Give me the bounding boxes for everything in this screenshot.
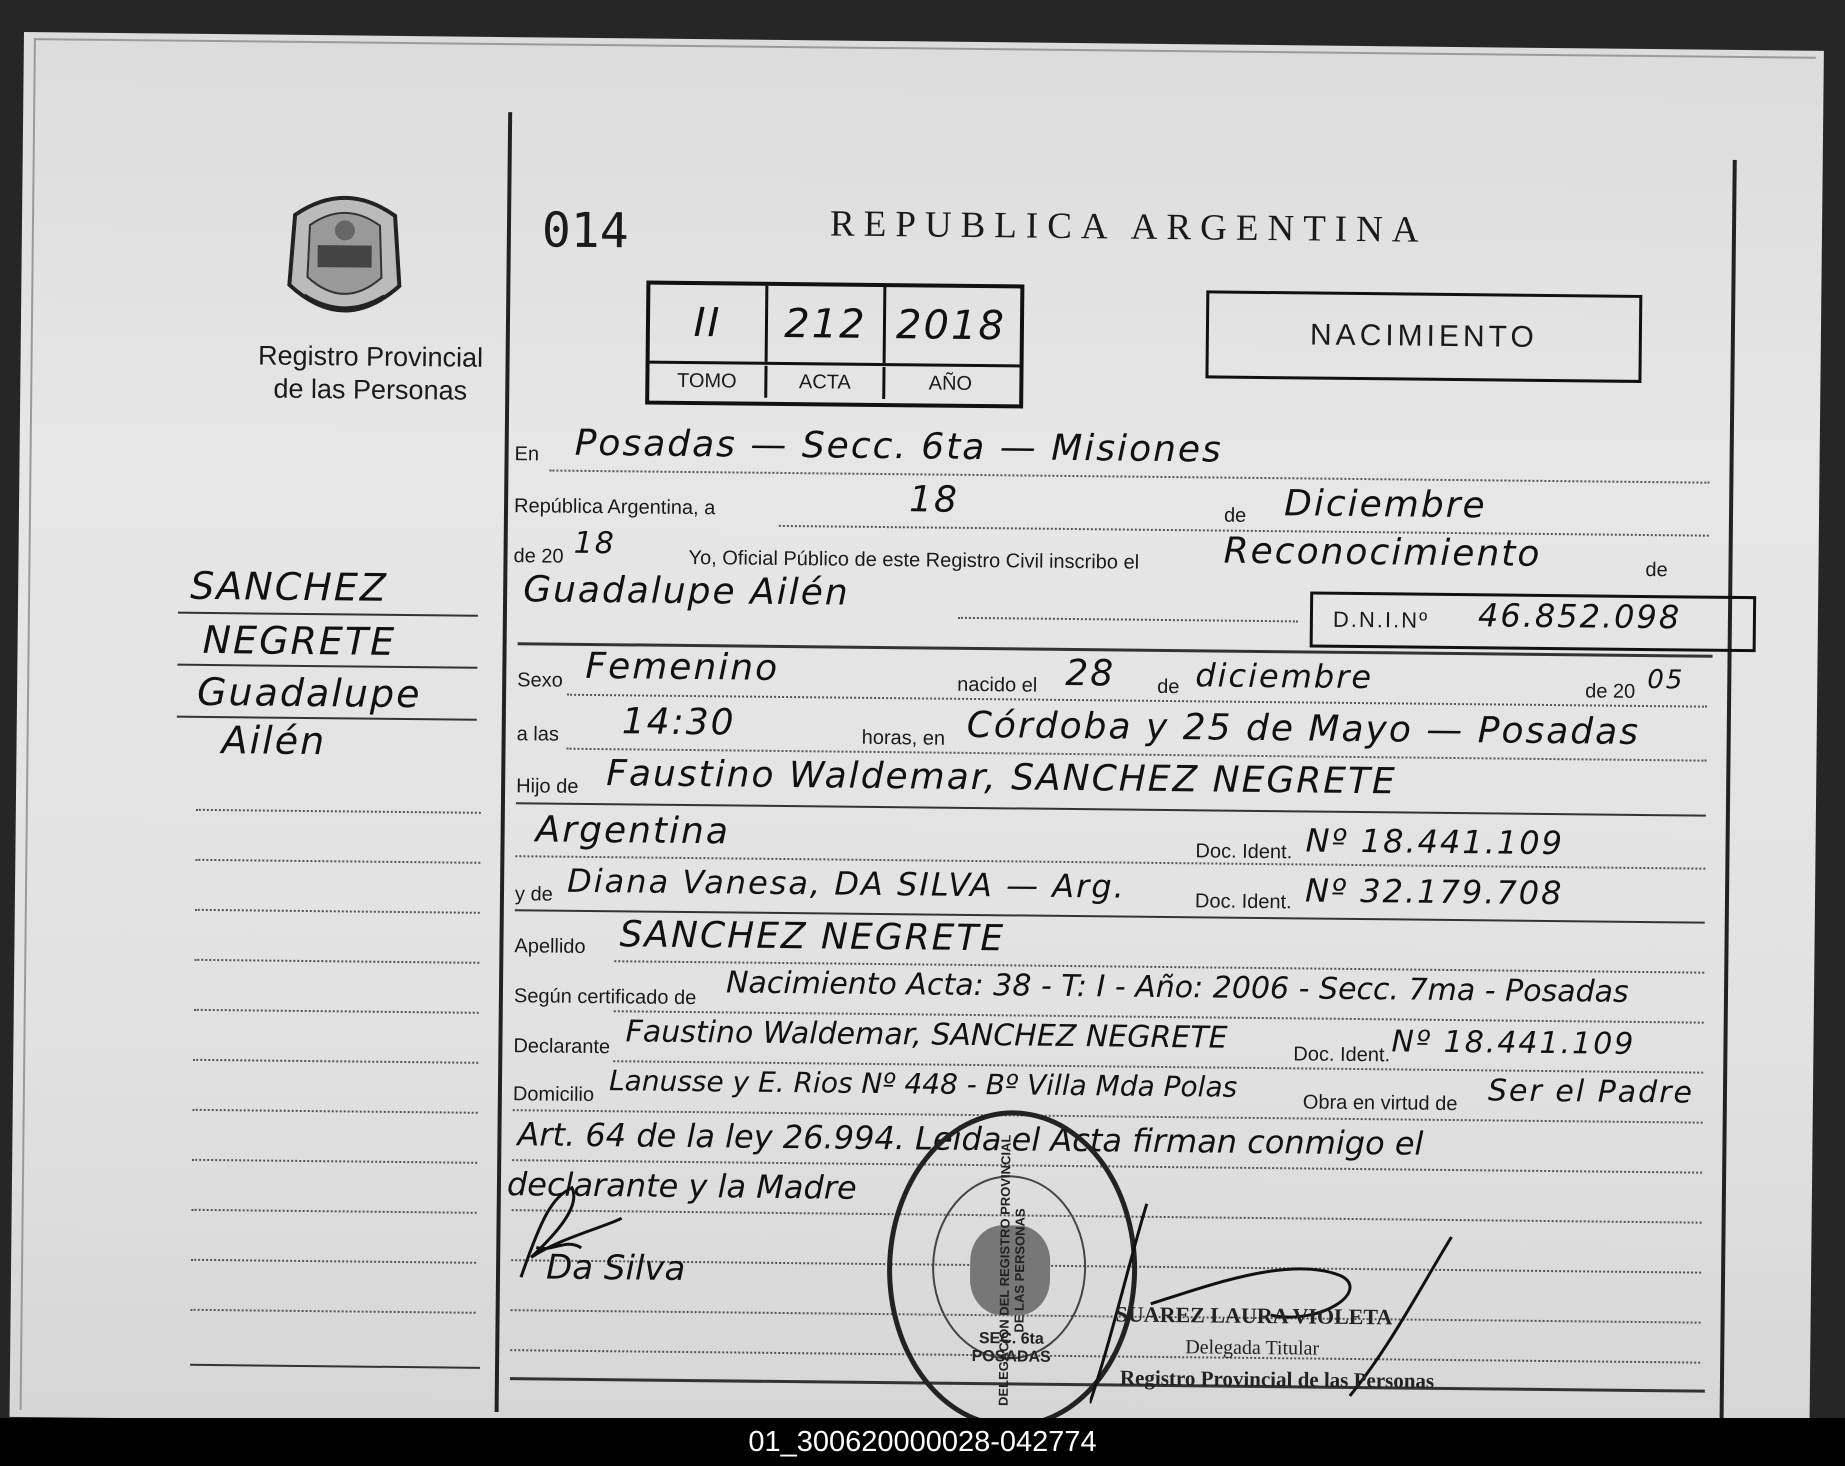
- day-value: 18: [908, 479, 960, 521]
- acta-page: [9, 32, 1823, 1436]
- month-value: Diciembre: [1283, 483, 1487, 527]
- madre-doc-label: Doc. Ident.: [1194, 890, 1292, 914]
- acta-label: ACTA: [767, 366, 885, 399]
- republica-label: República Argentina, a: [513, 495, 716, 520]
- stamp-outer-text: DELEGACION DEL REGISTRO PROVINCIAL DE LAS PERSONAS: [995, 1134, 1028, 1407]
- domicilio-label: Domicilio: [512, 1083, 595, 1107]
- declarante-madre-value: declarante y la Madre: [506, 1165, 857, 1207]
- lugar-value: Córdoba y 25 de Mayo — Posadas: [966, 704, 1641, 753]
- tomo-label: TOMO: [649, 365, 767, 398]
- ano-value: 2018: [895, 302, 1007, 350]
- segun-value: Nacimiento Acta: 38 - T: I - Año: 2006 - Secc. 7ma - Posadas: [725, 965, 1629, 1010]
- nacido-label: nacido el: [957, 673, 1038, 697]
- official-name: SUAREZ LAURA VIOLETA: [1115, 1301, 1393, 1330]
- inscribo-value: Reconocimiento: [1223, 530, 1542, 575]
- de-label-2: de: [1645, 559, 1668, 582]
- madre-value: Diana Vanesa, DA SILVA — Arg.: [566, 861, 1126, 906]
- acta-number: 014: [541, 202, 629, 260]
- nacido-month: diciembre: [1195, 656, 1374, 697]
- nacido-day: 28: [1065, 652, 1116, 695]
- segun-label: Según certificado de: [513, 985, 697, 1010]
- padre-doc-value: Nº 18.441.109: [1305, 821, 1565, 863]
- de-label: de: [1223, 504, 1247, 527]
- provincia-misiones-seal-icon: [279, 185, 410, 326]
- tomo-acta-ano-box: [645, 281, 1024, 409]
- side-name-surname-2: NEGRETE: [202, 617, 397, 664]
- y-de-label: y de: [514, 883, 553, 906]
- tomo-value: II: [650, 285, 769, 362]
- dni-label: D.N.I.Nº: [1332, 606, 1430, 633]
- image-code-footer: 01_300620000028-042774: [0, 1418, 1845, 1466]
- official-org: Registro Provincial de las Personas: [1119, 1365, 1435, 1393]
- sexo-value: Femenino: [585, 645, 780, 689]
- acta-value: 212: [768, 286, 887, 363]
- art-value: Art. 64 de la ley 26.994. Leida el Acta firman conmigo el: [517, 1115, 1424, 1163]
- en-value: Posadas — Secc. 6ta — Misiones: [574, 422, 1224, 471]
- horas-en-label: horas, en: [861, 726, 946, 750]
- declarante-label: Declarante: [513, 1035, 611, 1059]
- declarante-doc-value: Nº 18.441.109: [1391, 1024, 1636, 1062]
- registry-line-1: Registro Provincial: [257, 340, 484, 373]
- de-20-label: de 20: [1585, 680, 1636, 703]
- hijo-label: Hijo de: [516, 775, 579, 798]
- dni-value: 46.852.098: [1477, 596, 1682, 637]
- ano-label: AÑO: [928, 372, 973, 395]
- padre-value: Faustino Waldemar, SANCHEZ NEGRETE: [606, 753, 1397, 803]
- year-prefix-label: de 20: [513, 545, 564, 568]
- sexo-label: Sexo: [517, 669, 563, 692]
- official-role: Delegada Titular: [1185, 1336, 1320, 1360]
- obra-label: Obra en virtud de: [1302, 1091, 1458, 1116]
- registry-line-2: de las Personas: [273, 373, 468, 406]
- name-value: Guadalupe Ailén: [522, 569, 850, 614]
- hora-value: 14:30: [621, 701, 736, 744]
- a-las-label: a las: [516, 723, 560, 746]
- side-name-first-1: Guadalupe: [196, 669, 422, 717]
- madre-doc-value: Nº 32.179.708: [1304, 871, 1564, 913]
- apellido-value: SANCHEZ NEGRETE: [619, 914, 1006, 960]
- nacido-year: 05: [1647, 665, 1685, 696]
- padre-doc-label: Doc. Ident.: [1195, 840, 1293, 864]
- oficial-text: Yo, Oficial Público de este Registro Civil inscribo el: [688, 546, 1140, 574]
- madre-signature: Da Silva: [545, 1247, 686, 1289]
- declarante-doc-label: Doc. Ident.: [1293, 1043, 1391, 1067]
- obra-value: Ser el Padre: [1487, 1073, 1695, 1111]
- stamp-inner-text: SEC. 6ta POSADAS: [971, 1330, 1051, 1366]
- dni-box: [1310, 591, 1757, 652]
- padre-nacionalidad: Argentina: [535, 809, 731, 853]
- side-name-surname-1: SANCHEZ: [189, 563, 389, 610]
- en-label: En: [514, 443, 540, 466]
- side-name-first-2: Ailén: [221, 718, 327, 764]
- document-type-box: NACIMIENTO: [1205, 290, 1642, 383]
- country-title: REPUBLICA ARGENTINA: [829, 203, 1428, 251]
- year-value: 18: [573, 525, 617, 562]
- registry-title: [220, 339, 521, 408]
- de-label-3: de: [1157, 675, 1180, 699]
- domicilio-value: Lanusse y E. Rios Nº 448 - Bº Villa Mda Polas: [608, 1064, 1238, 1104]
- apellido-label: Apellido: [514, 935, 586, 958]
- declarante-value: Faustino Waldemar, SANCHEZ NEGRETE: [625, 1014, 1228, 1056]
